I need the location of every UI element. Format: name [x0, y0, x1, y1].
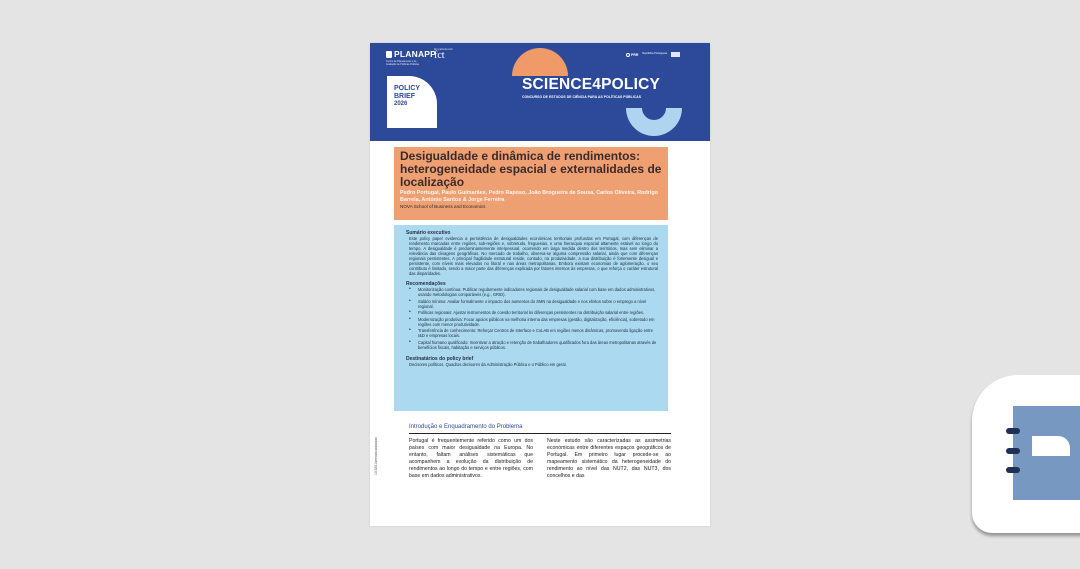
orange-semicircle-decoration: [512, 48, 568, 76]
authors: Pedro Portugal, Paulo Guimarães, Pedro Raposo, João Brogueira de Sousa, Carlos Oliveira, Rodrigo Barrela, António Santos & Jorge Ferreira: [400, 190, 658, 203]
executive-summary-heading: Sumário executivo: [406, 230, 451, 236]
notebook-label-window: [1032, 436, 1070, 456]
prr-logo: PRR: [631, 52, 639, 57]
affiliation: NOVA School of Business and Economics: [400, 204, 486, 209]
notebook-ring-icon: [1006, 428, 1020, 434]
notebook-cover-icon: [1013, 406, 1080, 500]
side-document-identifier: 10.5281/zenodo.xxxxxxxx: [374, 437, 378, 475]
executive-summary-text: Este policy paper evidencia a persistência de desigualdades económicas territoriais profundas em Portugal, com diferenças de rendimento marcadas entre regiões, sub-regiões e, sobretudo, freguesias, e uma hierarquia espacial altamente estável ao longo do tempo. A desigualdade é predominantemente interpessoal, ocorrendo em larga medida dentro dos territórios, mas sem eliminar a relevância das clivagens geográficas. No mercado de trabalho, observa-se alguma compressão salarial, ainda que com diferenças regionais persistentes. A principal fragilidade estrutural reside, contudo, na produtividade, a sua distribuição é fortemente desigual e persistente, com níveis mais elevados no litoral e nas áreas metropolitanas. Embora existam economias de aglomeração, o seu contributo é limitado, sendo a maior parte das diferenças explicada por fatores internos às empresas, o que reforça o caráter estrutural das disparidades.: [409, 236, 658, 276]
audience-text: Decisores políticos. Quadros decisores da Administração Pública e o Público em geral.: [409, 362, 567, 367]
recommendation-item: • Capital humano qualificado: Incentivar a atração e retenção de trabalhadores qualificados fora das áreas metropolitanas através de benefícios fiscais, habitação e serviços públicos.: [409, 340, 658, 350]
recommendation-item: • Salário mínimo: Avaliar formalmente o impacto dos aumentos do SMN na desigualdade e nos efeitos sobre o emprego a nível regional.: [409, 299, 658, 309]
document-title: Desigualdade e dinâmica de rendimentos: heterogeneidade espacial e externalidades de localização: [400, 149, 662, 189]
recommendations-heading: Recomendações: [406, 281, 446, 287]
funding-logos: [626, 52, 680, 57]
policy-brief-badge: [387, 76, 437, 128]
program-title: SCIENCE4POLICY: [522, 76, 661, 93]
fct-logo: [434, 48, 453, 61]
org-logo-text: PLANAPP: [394, 49, 437, 59]
recommendations-list: [409, 287, 658, 350]
badge-line-1: POLICY: [394, 85, 421, 92]
document-header-banner: [370, 43, 710, 141]
program-subtitle: CONCURSO DE ESTUDOS DE CIÊNCIA PARA AS POLÍTICAS PÚBLICAS: [522, 95, 642, 99]
notebook-ring-icon: [1006, 467, 1020, 473]
planapp-logo: [386, 49, 436, 66]
recommendation-item: • Modernização produtiva: Focar apoios públicos na melhoria interna das empresas (gestão, digitalização, eficiência), sobretudo em regiões com menor produtividade.: [409, 317, 658, 327]
introduction-section: [409, 423, 671, 480]
partner-logo-text: fct: [434, 50, 445, 61]
partner-prefix: Em parceria com: [434, 48, 453, 51]
notebook-app-icon[interactable]: [972, 375, 1080, 533]
badge-line-2: BRIEF: [394, 93, 415, 100]
audience-heading: Destinatários do policy brief: [406, 356, 474, 362]
planapp-mark-icon: [386, 51, 392, 58]
recommendation-item: • Políticas regionais: Ajustar instrumentos de coesão territorial às diferenças persistentes na distribuição salarial entre regiões.: [409, 310, 658, 315]
org-tagline: Centro de Planeamento e de Avaliação de Políticas Públicas: [386, 60, 420, 66]
prr-ring-icon: [626, 53, 630, 57]
introduction-heading: Introdução e Enquadramento do Problema: [409, 423, 671, 434]
document-page: [370, 43, 710, 526]
recommendation-item: • Transferência de conhecimento: Reforçar Centros de Interface e CoLAB em regiões menos dinâmicas, promovendo ligação entre I&D e empresas locais.: [409, 328, 658, 338]
summary-box: [394, 225, 668, 411]
republica-logo: República Portuguesa: [642, 52, 667, 56]
notebook-ring-icon: [1006, 448, 1020, 454]
recommendation-item: • Monitorização contínua: Publicar regularmente indicadores regionais de desigualdade salarial com base em dados administrativos, usando metodologias comparáveis (e.g., GRID).: [409, 287, 658, 297]
introduction-column-1: Portugal é frequentemente referido como um dos países com maior desigualdade na Europa. No entanto, faltam análises sistemáticas que acompanhem a evolução da distribuição de rendimentos ao longo do tempo e entre regiões, com base em dados administrativos.: [409, 438, 533, 479]
blue-semicircle-decoration: [626, 108, 682, 136]
title-block: [394, 147, 668, 220]
eu-flag-icon: [671, 52, 680, 57]
badge-year: 2026: [394, 101, 408, 107]
introduction-column-2: Neste estudo são caracterizadas as assimetrias económicas entre diferentes espaços geográficos de Portugal. Em primeiro lugar procede-se ao mapeamento sistemático da heterogeneidade do rendimento ao nível das NUT2, das NUT3, dos concelhos e das: [547, 438, 671, 479]
